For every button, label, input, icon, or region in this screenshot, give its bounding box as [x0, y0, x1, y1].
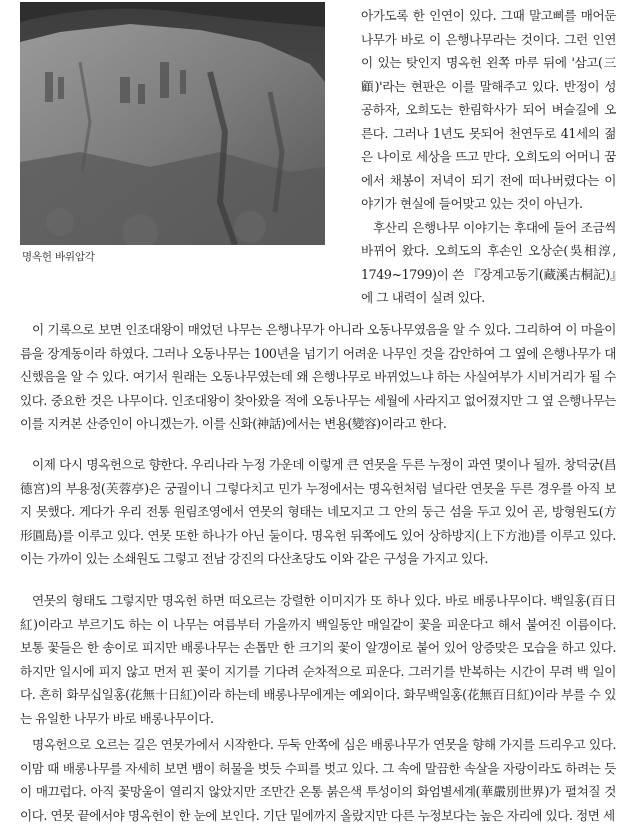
body-paragraph-1: 이 기록으로 보면 인조대왕이 매었던 나무는 은행나무가 아니라 오동나무였음을 알 수 있다. 그리하여 이 마을이름을 장계동이라 하였다. 그러나 오동나무는 100년을 넘기기 어려운 나무인 것을 감안하여 그 옆에 은행나무가 대신했음을 알 수 있다. 여기서 원래는 오동나무였는데 왜 은행나무로 바뀌었느냐 하는 사실여부가 시비거리가 될 수 있다. 중요한 것은 나무이다. 인조대왕이 찾아왔을 적에 오동나무는 세월에 사라지고 없어졌지만 그 옆 은행나무는 이를 지켜본 산증인이 아니겠는가. 이를 신화(神話)에서는 변용(變容)이라고 한다.: [20, 322, 616, 432]
body-paragraph-1-block: [20, 318, 616, 436]
body-paragraph-3: 연못의 형태도 그렇지만 명옥헌 하면 떠오르는 강렬한 이미지가 또 하나 있다. 바로 배롱나무이다. 백일홍(百日紅)이라고 부르기도 하는 이 나무는 여름부터 가을까지 백일동안 매일같이 꽃을 피운다고 해서 붙여진 이름이다. 보통 꽃들은 한 송이로 피지만 배롱나무는 손톱만 한 크기의 꽃이 알갱이로 붙어 있어 앙증맞은 모습을 하고 있다. 하지만 일시에 피지 않고 먼저 핀 꽃이 지기를 기다려 순차적으로 피운다. 그러기를 반복하는 시간이 무려 백 일이다. 흔히 화무십일홍(花無十日紅)이라 하는데 배롱나무에게는 예외이다. 화무백일홍(花無百日紅)이라 부를 수 있는 유일한 나무가 바로 배롱나무이다.: [20, 593, 616, 726]
body-paragraph-2-block: [20, 453, 616, 571]
right-paragraph-2: 후산리 은행나무 이야기는 후대에 들어 조금씩 바뀌어 왔다. 오희도의 후손인 오상순(吳相淳, 1749~1799)이 쓴 『장계고동기(藏溪古桐記)』에 그 내력이 실려 있다.: [361, 219, 616, 305]
body-paragraph-3-block: [20, 589, 616, 731]
rock-carving-photo: [20, 2, 325, 245]
right-paragraph-1: 아가도록 한 인연이 있다. 그때 말고삐를 매어둔 나무가 바로 이 은행나무라는 것이다. 그런 인연이 있는 탓인지 명옥헌 왼쪽 마루 뒤에 '삼고(三顧)'라는 현판은 이를 말해주고 있다. 반정이 성공하자, 오희도는 한림학사가 되어 벼슬길에 오른다. 그러나 1년도 못되어 천연두로 41세의 젊은 나이로 세상을 뜨고 만다. 오희도의 어머니 꿈에서 채봉이 저녁이 되기 전에 떠나버렸다는 이야기가 현실에 들어맞고 있는 것이 아닌가.: [361, 8, 616, 211]
right-column-text: [361, 4, 616, 310]
body-paragraph-4: 명옥헌으로 오르는 길은 연못가에서 시작한다. 두둑 안쪽에 심은 배롱나무가 연못을 향해 가지를 드리우고 있다. 이맘 때 배롱나무를 자세히 보면 뱀이 허물을 벗듯 수피를 벗고 있다. 그 속에 말끔한 속살을 자랑이라도 하려는 듯이 매끄럽다. 아직 꽃망울이 열리지 않았지만 조만간 온통 붉은색 투성이의 화엄별세계(華嚴別世界)가 펼쳐질 것이다. 연못 끝에서야 명옥헌이 한 눈에 보인다. 기단 밑에까지 올랐지만 다른 누정보다는 높은 자리에 있다. 정면 세: [20, 737, 616, 823]
photo-caption: 명옥헌 바위암각: [22, 251, 95, 263]
body-paragraph-4-block: [20, 733, 616, 827]
body-paragraph-2: 이제 다시 명옥헌으로 향한다. 우리나라 누정 가운데 이렇게 큰 연못을 두른 누정이 과연 몇이나 될까. 창덕궁(昌德宮)의 부용정(芙蓉亭)은 궁궐이니 그렇다치고 민가 누정에서는 명옥헌처럼 널다란 연못을 두른 경우를 아직 보지 못했다. 게다가 우리 전통 원림조영에서 연못의 형태는 네모지고 그 안의 둥근 섬을 두고 있어 곧, 방형원도(方形圓島)를 이루고 있다. 연못 또한 하나가 아닌 둘이다. 명옥헌 뒤쪽에도 있어 상하방지(上下方池)를 이루고 있다. 이는 가까이 있는 소쇄원도 그렇고 전남 강진의 다산초당도 이와 같은 구성을 가지고 있다.: [20, 457, 616, 567]
rock-carving-image: [20, 2, 325, 245]
